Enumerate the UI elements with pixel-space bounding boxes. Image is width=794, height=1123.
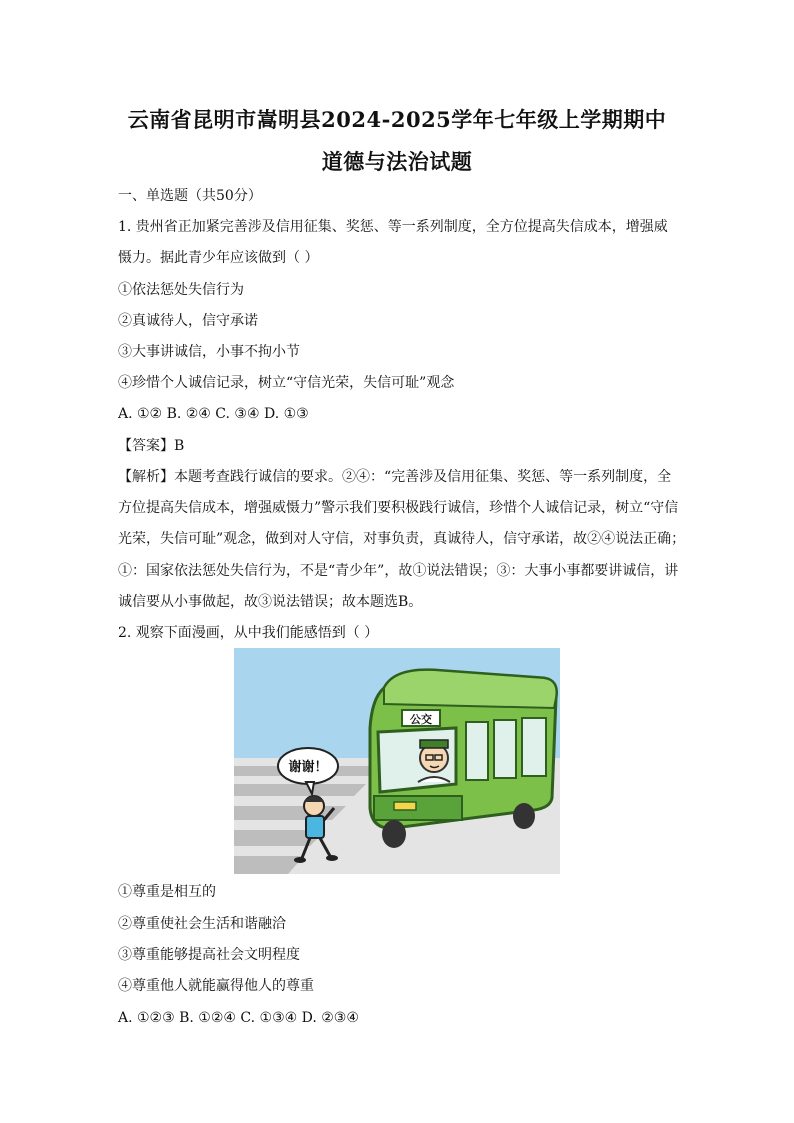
- q1-option-3: ③大事讲诚信，小事不拘小节: [118, 344, 300, 360]
- q2-choices: A. ①②③ B. ①②④ C. ①③④ D. ②③④: [118, 1010, 359, 1026]
- q1-option-1: ①依法惩处失信行为: [118, 282, 244, 298]
- doc-title-line1: 云南省昆明市嵩明县2024-2025学年七年级上学期期中: [127, 107, 667, 132]
- q1-option-2: ②真诚待人，信守承诺: [118, 313, 258, 329]
- q1-explanation-line1: 【解析】本题考查践行诚信的要求。②④：“完善涉及信用征集、奖惩、等一系列制度，全: [118, 469, 672, 485]
- q1-answer: 【答案】B: [118, 438, 185, 454]
- bus-comic-image: [234, 648, 560, 874]
- q2-stem: 2. 观察下面漫画，从中我们能感悟到（ ）: [118, 625, 379, 641]
- q1-option-4: ④珍惜个人诚信记录，树立“守信光荣，失信可耻”观念: [118, 375, 455, 391]
- q1-stem-line2: 慑力。据此青少年应该做到（ ）: [118, 250, 319, 266]
- section-heading: 一、单选题（共50分）: [118, 188, 262, 204]
- q1-stem-line1: 1. 贵州省正加紧完善涉及信用征集、奖惩、等一系列制度，全方位提高失信成本，增强威: [118, 219, 668, 235]
- q1-explanation-line2: 方位提高失信成本，增强威慑力”警示我们要积极践行诚信，珍惜个人诚信记录，树立“守信: [118, 500, 679, 516]
- q1-explanation-line3: 光荣，失信可耻”观念，做到对人守信，对事负责，真诚待人，信守承诺，故②④说法正确；: [118, 531, 686, 547]
- q1-explanation-line5: 诚信要从小事做起，故③说法错误；故本题选B。: [118, 594, 423, 610]
- q1-choices: A. ①② B. ②④ C. ③④ D. ①③: [118, 406, 309, 422]
- q2-option-3: ③尊重能够提高社会文明程度: [118, 947, 300, 963]
- q2-option-1: ①尊重是相互的: [118, 884, 216, 900]
- speech-text: 谢谢！: [288, 760, 328, 775]
- q2-option-4: ④尊重他人就能赢得他人的尊重: [118, 978, 314, 994]
- doc-title-line2: 道德与法治试题: [321, 149, 473, 174]
- q1-explanation-line4: ①：国家依法惩处失信行为，不是“青少年”，故①说法错误；③：大事小事都要讲诚信，讲: [118, 563, 679, 579]
- bus-sign-text: 公交: [410, 713, 432, 726]
- q2-option-2: ②尊重使社会生活和谐融洽: [118, 916, 286, 932]
